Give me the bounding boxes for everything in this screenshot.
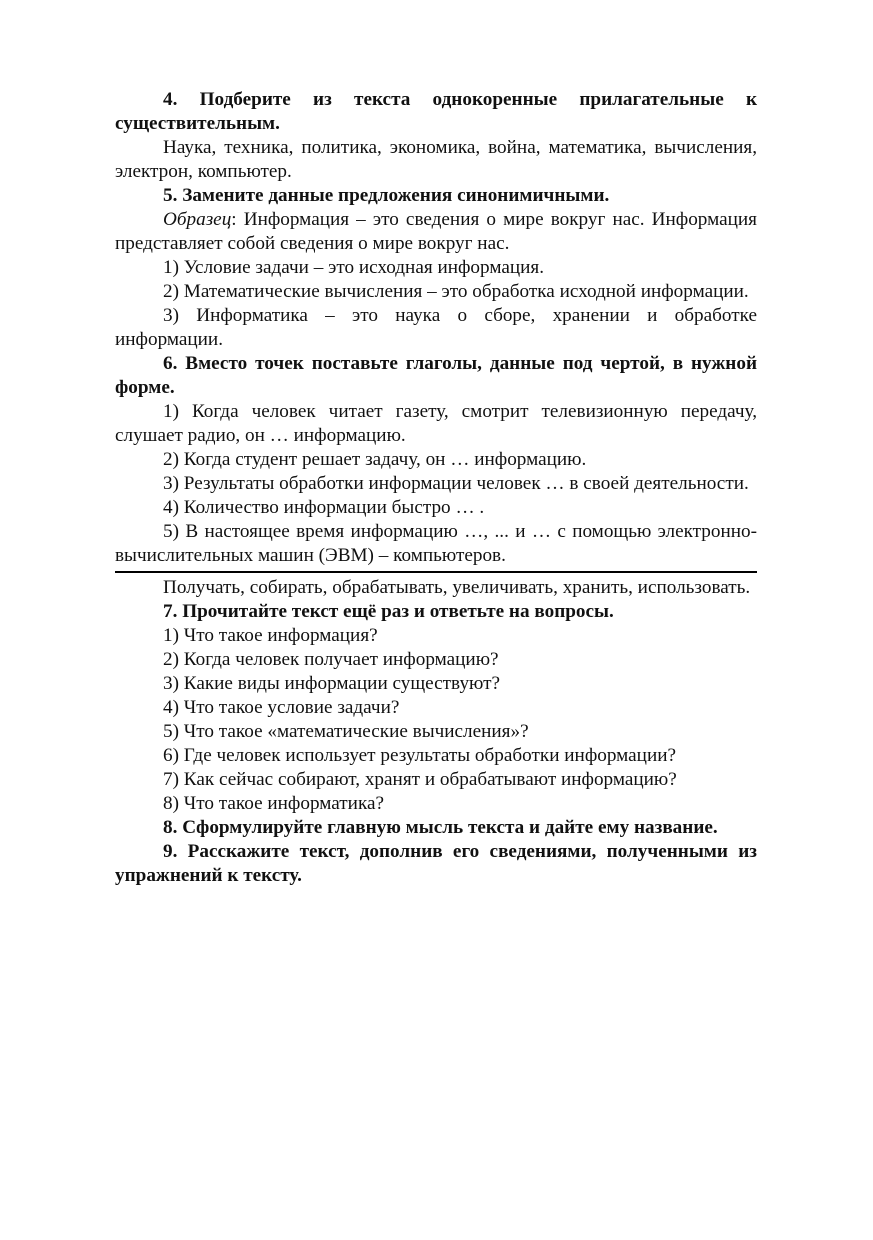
list-item: 1) Когда человек читает газету, смотрит телевизионную передачу, слушает радио, он … информацию. [115, 401, 757, 446]
question-item: 3) Какие виды информации существуют? [163, 673, 501, 694]
exercise-4-words: Наука, техника, политика, экономика, война, математика, вычисления, электрон, компьютер. [115, 137, 757, 182]
exercise-6-items [115, 400, 757, 568]
sample-text: : Информация – это сведения о мире вокруг нас. Информация представляет собой сведения о мире вокруг нас. [115, 209, 757, 254]
sample-label: Образец [163, 209, 232, 230]
document-page [115, 88, 757, 888]
list-item: 2) Когда студент решает задачу, он … информацию. [163, 449, 587, 470]
question-item: 5) Что такое «математические вычисления»? [163, 721, 529, 742]
exercise-8-task: 8. Сформулируйте главную мысль текста и дайте ему название. [163, 817, 718, 838]
exercise-5-sample [115, 208, 757, 256]
exercise-7-questions [115, 624, 757, 816]
exercise-6-verbs: Получать, собирать, обрабатывать, увеличивать, хранить, использовать. [163, 577, 751, 598]
exercise-4-task: 4. Подберите из текста однокоренные прилагательные к существительным. [115, 89, 757, 134]
exercise-5-items [115, 256, 757, 352]
exercise-6-task: 6. Вместо точек поставьте глаголы, данные под чертой, в нужной форме. [115, 353, 757, 398]
list-item: 3) Результаты обработки информации человек … в своей деятельности. [163, 473, 749, 494]
exercise-7-task: 7. Прочитайте текст ещё раз и ответьте на вопросы. [163, 601, 614, 622]
exercise-5-task: 5. Замените данные предложения синонимичными. [163, 185, 610, 206]
question-item: 4) Что такое условие задачи? [163, 697, 400, 718]
list-item: 3) Информатика – это наука о сборе, хранении и обработке информации. [115, 305, 757, 350]
list-item: 2) Математические вычисления – это обработка исходной информации. [163, 281, 749, 302]
list-item: 5) В настоящее время информацию …, ... и … с помощью электронно-вычислительных машин (ЭВМ) – компьютеров. [115, 521, 757, 566]
exercise-9-task: 9. Расскажите текст, дополнив его сведениями, полученными из упражнений к тексту. [115, 841, 757, 886]
question-item: 1) Что такое информация? [163, 625, 378, 646]
list-item: 4) Количество информации быстро … . [163, 497, 485, 518]
question-item: 2) Когда человек получает информацию? [163, 649, 499, 670]
question-item: 8) Что такое информатика? [163, 793, 385, 814]
divider-line [115, 571, 757, 573]
list-item: 1) Условие задачи – это исходная информация. [163, 257, 545, 278]
question-item: 6) Где человек использует результаты обработки информации? [163, 745, 676, 766]
question-item: 7) Как сейчас собирают, хранят и обрабатывают информацию? [163, 769, 677, 790]
